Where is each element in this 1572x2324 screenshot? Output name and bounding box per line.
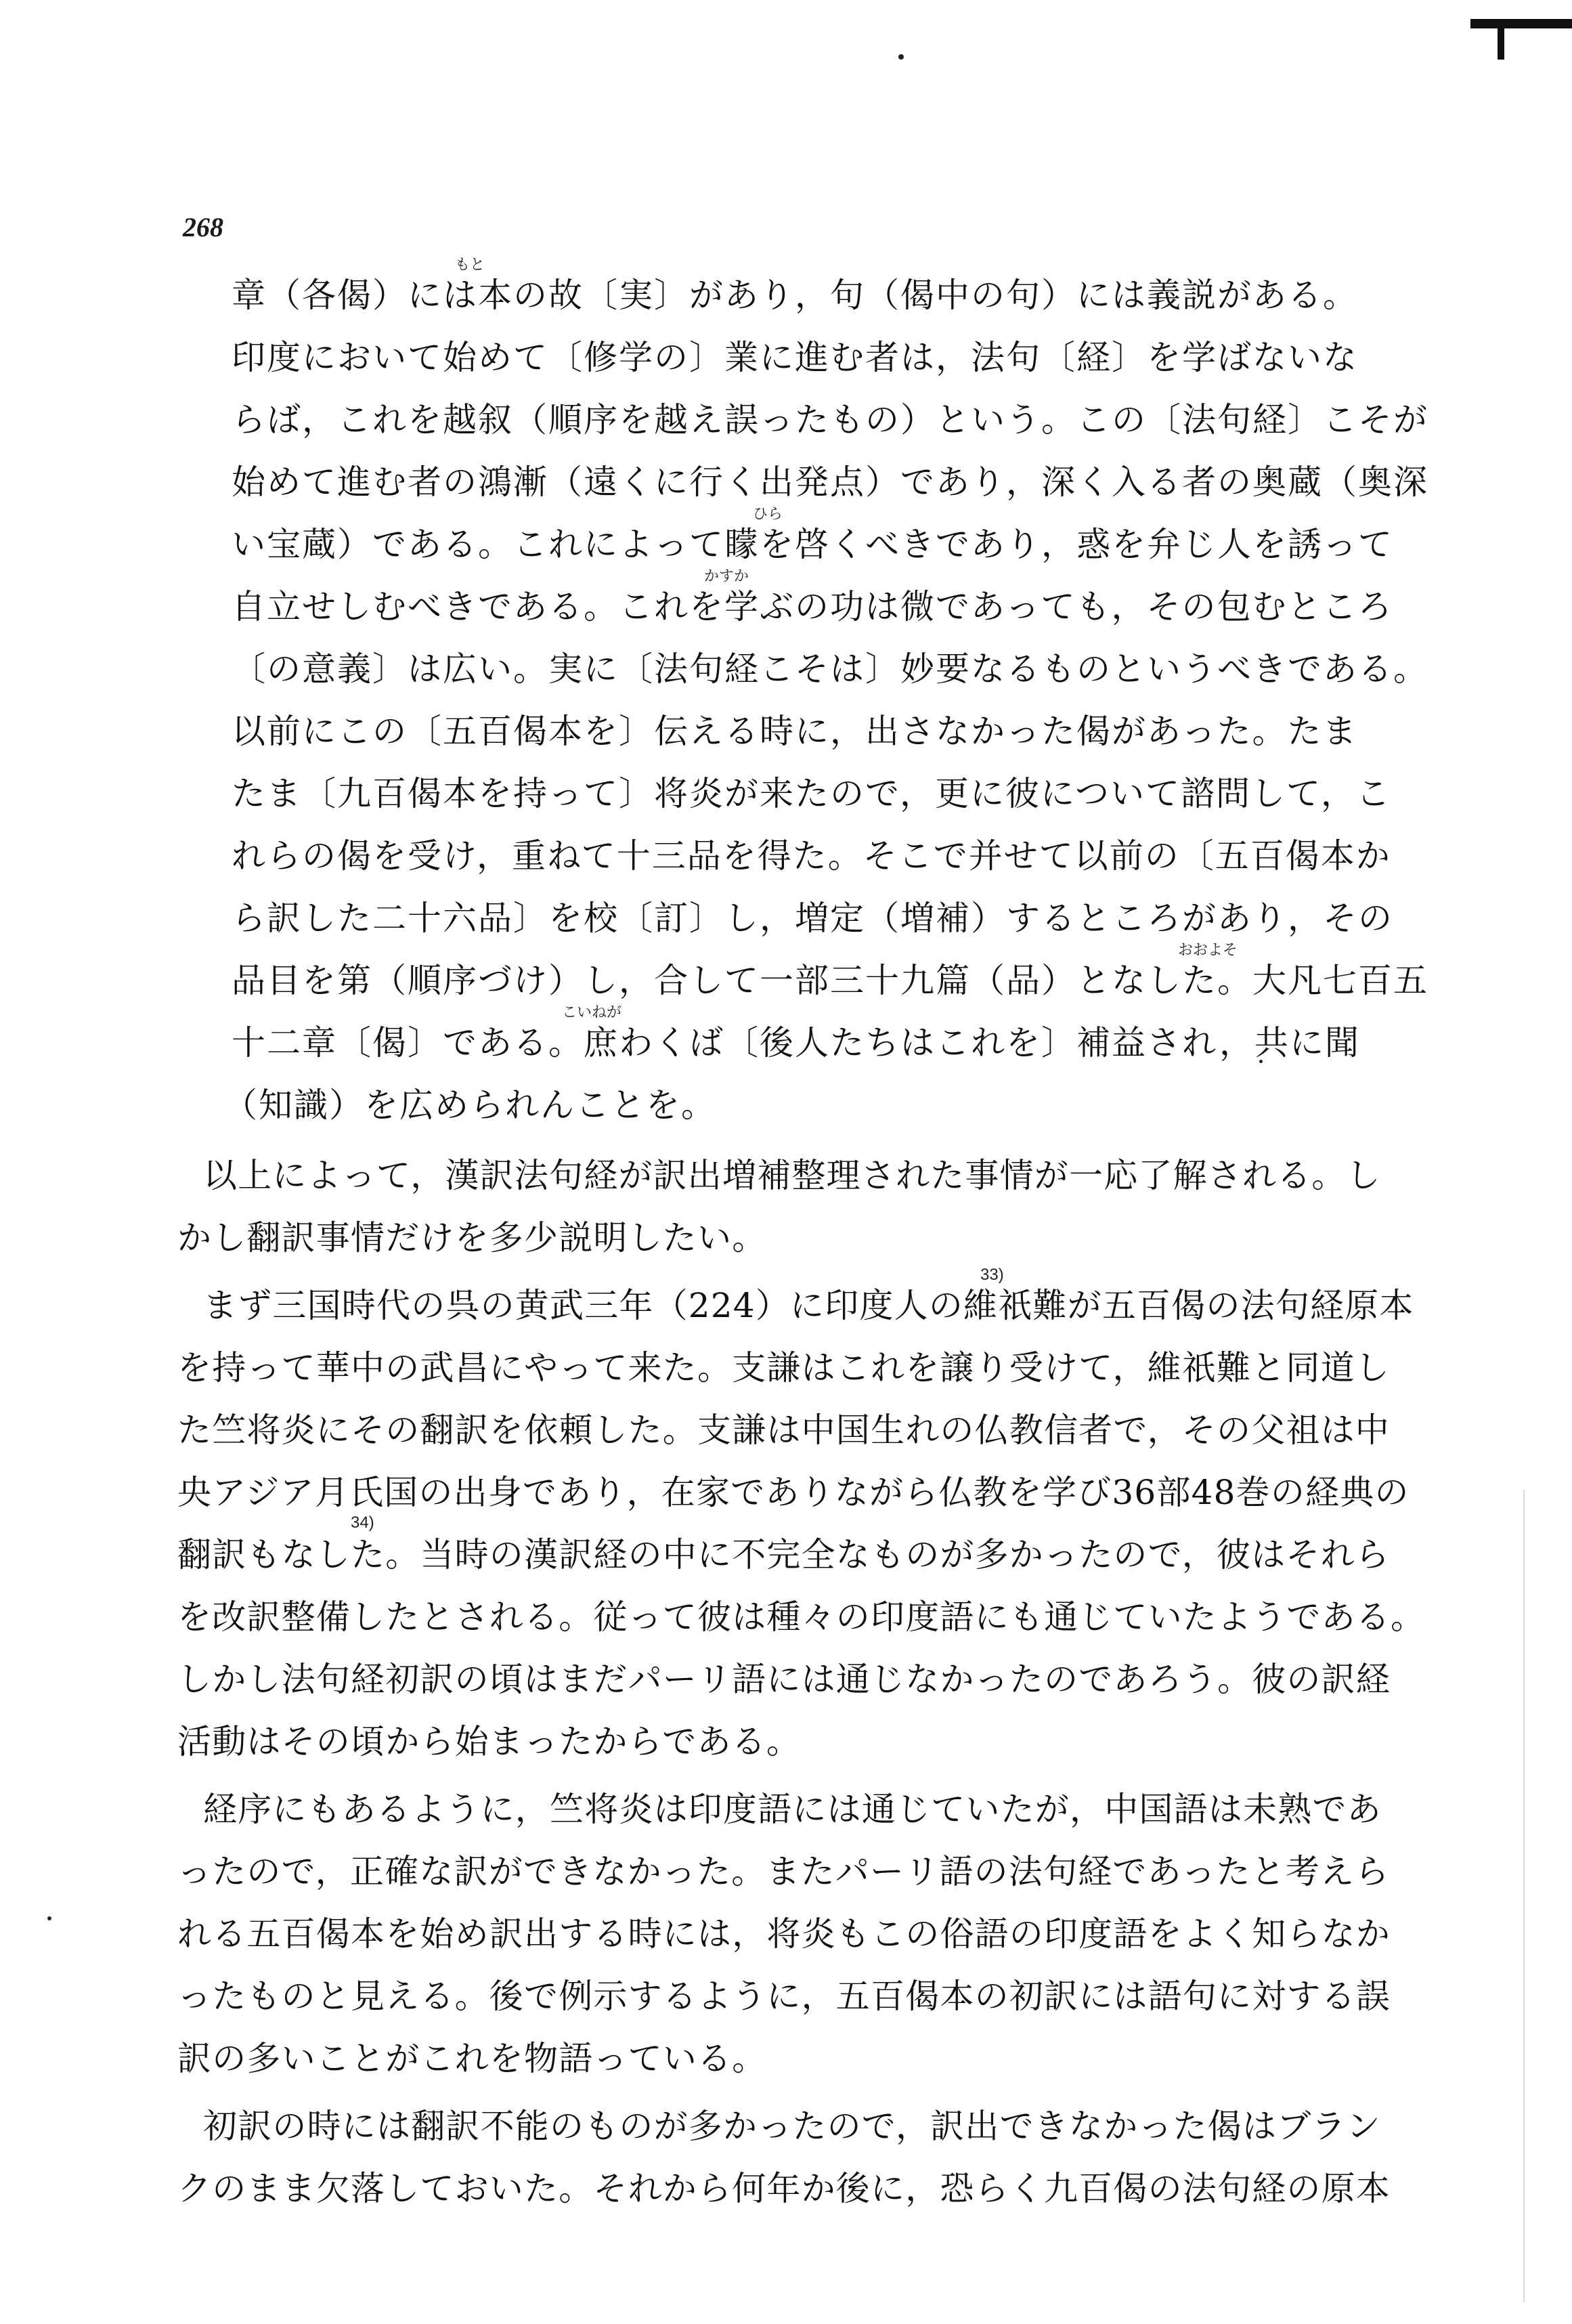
quote-line: 以前にこの〔五百偈本を〕伝える時に，出さなかった偈があった。たま: [232, 712, 1358, 751]
quote-line: れらの偈を受け，重ねて十三品を得た。そこで并せて以前の〔五百偈本か: [232, 836, 1391, 876]
quote-line: 印度において始めて〔修学の〕業に進む者は，法句〔経〕を学ばないな: [232, 338, 1358, 377]
body-line: 活動はその頃から始まったからである。: [177, 1722, 802, 1761]
body-line: 以上によって，漢訳法句経が訳出増補整理された事情が一応了解される。し: [203, 1156, 1381, 1195]
quote-line: ら訳した二十六品〕を校〔訂〕し，増定（増補）するところがあり，その: [232, 899, 1393, 938]
quote-line: 始めて進む者の鴻漸（遠くに行く出発点）であり，深く入る者の奥蔵（奥深: [232, 462, 1428, 502]
body-line: を改訳整備したとされる。従って彼は種々の印度語にも通じていたようである。: [177, 1597, 1426, 1637]
ruby-kasuka: かすか: [704, 568, 749, 585]
quote-line: 〔の意義〕は広い。実に〔法句経こそは〕妙要なるものというべきである。: [232, 649, 1428, 689]
quote-line: 自立せしむべきである。これを学ぶの功は微であっても，その包むところ: [232, 587, 1393, 626]
body-line: 訳の多いことがこれを物語っている。: [177, 2039, 767, 2078]
quote-line: らば，これを越叙（順序を越え誤ったもの）という。この〔法句経〕こそが: [232, 400, 1428, 439]
body-line: 経序にもあるように，竺将炎は印度語には通じていたが，中国語は未熟であ: [203, 1790, 1382, 1829]
body-line: れる五百偈本を始め訳出する時には，将炎もこの俗語の印度語をよく知らなか: [177, 1914, 1391, 1954]
quote-line: い宝蔵）である。これによって矇を啓くべきであり，惑を弁じ人を誘って: [232, 525, 1393, 564]
body-line: まず三国時代の呉の黄武三年（224）に印度人の維祇難が五百偈の法句経原本: [203, 1286, 1414, 1325]
page-number: 268: [183, 212, 223, 242]
footnote-marker-34: 34): [351, 1513, 374, 1532]
scan-speck: [47, 1916, 51, 1920]
scan-corner-mark: [1470, 19, 1572, 93]
body-line: かし翻訳事情だけを多少説明したい。: [177, 1218, 767, 1257]
quote-line: 十二章〔偈〕である。庶わくば〔後人たちはこれを〕補益され，共に聞: [232, 1023, 1360, 1062]
ruby-moto: もと: [455, 257, 485, 274]
body-line: 翻訳もなした。当時の漢訳経の中に不完全なものが多かったので，彼はそれら: [177, 1535, 1390, 1574]
footnote-marker-33: 33): [980, 1266, 1004, 1284]
body-line: を持って華中の武昌にやって来た。支謙はこれを譲り受けて，維祇難と同道し: [177, 1348, 1390, 1387]
body-line: ったので，正確な訳ができなかった。またパーリ語の法句経であったと考えら: [177, 1852, 1390, 1891]
quote-line: 品目を第（順序づけ）し，合して一部三十九篇（品）となした。大凡七百五: [232, 961, 1428, 1000]
ruby-koinegau: こいねが: [562, 1004, 622, 1021]
ruby-hira: ひら: [753, 506, 783, 523]
body-line: 初訳の時には翻訳不能のものが多かったので，訳出できなかった偈はブラン: [203, 2107, 1381, 2146]
scan-speck: [898, 54, 904, 60]
body-line: た竺将炎にその翻訳を依頼した。支謙は中国生れの仏教信者で，その父祖は中: [177, 1411, 1390, 1450]
scan-edge-line: [1523, 1490, 1525, 2302]
body-line: 央アジア月氏国の出身であり，在家でありながら仏教を学び36部48巻の経典の: [177, 1473, 1410, 1512]
ruby-ooyoso: おおよそ: [1178, 942, 1238, 959]
body-line: しかし法句経初訳の頃はまだパーリ語には通じなかったのであろう。彼の訳経: [177, 1660, 1391, 1699]
body-line: ったものと見える。後で例示するように，五百偈本の初訳には語句に対する誤: [177, 1977, 1391, 2016]
quote-line: たま〔九百偈本を持って〕将炎が来たので，更に彼について諮問して，こ: [232, 774, 1391, 813]
quote-line: 章（各偈）には本の故〔実〕があり，句（偈中の句）には義説がある。: [232, 276, 1358, 315]
body-line: クのまま欠落しておいた。それから何年か後に，恐らく九百偈の法句経の原本: [177, 2169, 1391, 2208]
quote-line: （知識）を広められんことを。: [223, 1085, 716, 1125]
